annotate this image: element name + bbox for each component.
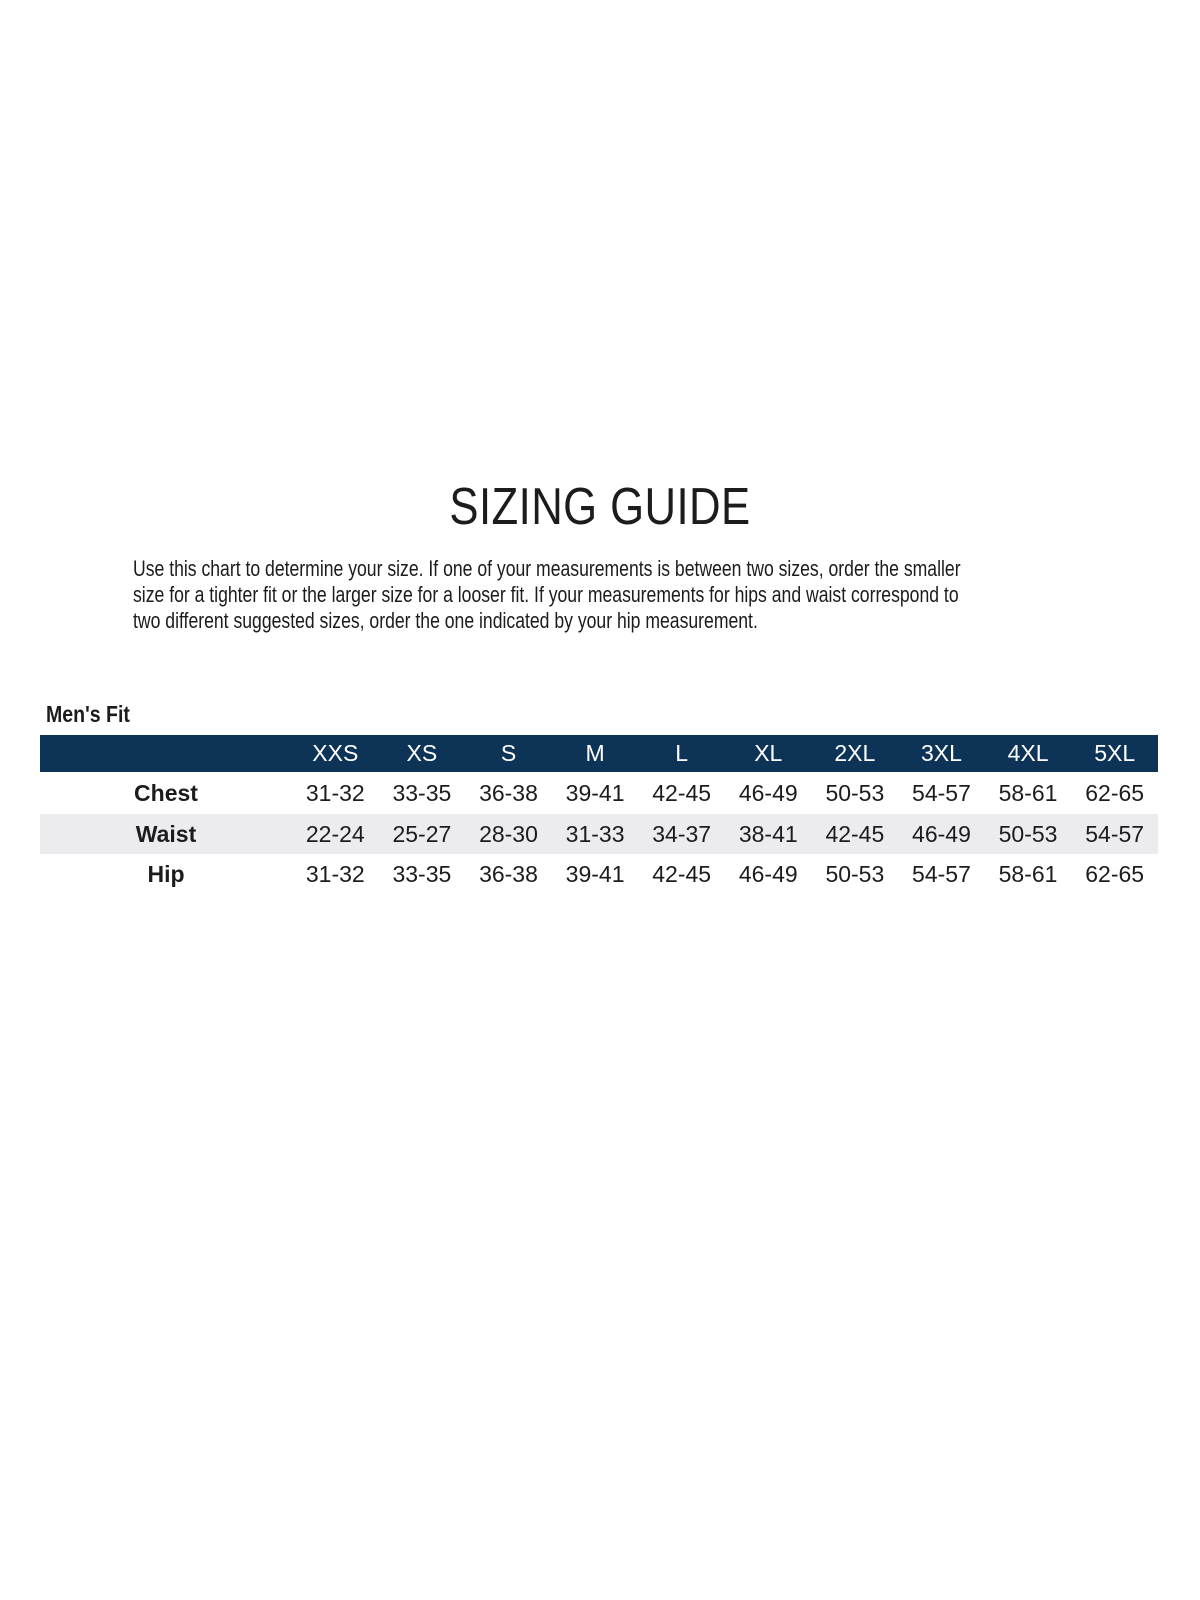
row-label-chest: Chest bbox=[134, 779, 198, 806]
size-cell: 42-45 bbox=[825, 820, 885, 847]
row-label-waist: Waist bbox=[135, 820, 197, 847]
size-cell: 46-49 bbox=[738, 860, 798, 887]
size-table-header-row bbox=[40, 735, 1158, 772]
size-cell: 28-30 bbox=[479, 820, 538, 847]
column-header-s: S bbox=[465, 735, 552, 772]
intro-paragraph bbox=[133, 556, 961, 634]
column-header-xxs: XXS bbox=[292, 735, 379, 772]
size-cell: 36-38 bbox=[479, 860, 538, 887]
table-row-hip bbox=[40, 854, 1158, 894]
size-cell: 50-53 bbox=[825, 779, 885, 806]
intro-line: Use this chart to determine your size. If one of your measurements is between two sizes, order the smaller bbox=[133, 556, 961, 581]
size-cell: 36-38 bbox=[479, 779, 538, 806]
column-header-2xl: 2XL bbox=[812, 735, 899, 772]
column-header-5xl: 5XL bbox=[1071, 735, 1158, 772]
size-cell: 50-53 bbox=[998, 820, 1058, 847]
size-cell: 46-49 bbox=[912, 820, 971, 847]
size-cell: 33-35 bbox=[392, 860, 452, 887]
column-header-xl: XL bbox=[725, 735, 812, 772]
table-row-chest bbox=[40, 772, 1158, 814]
column-header-m: M bbox=[552, 735, 639, 772]
size-cell: 38-41 bbox=[738, 820, 798, 847]
table-row-waist bbox=[40, 814, 1158, 854]
size-cell: 31-32 bbox=[305, 779, 365, 806]
column-header-4xl: 4XL bbox=[985, 735, 1072, 772]
size-cell: 58-61 bbox=[998, 779, 1058, 806]
size-cell: 62-65 bbox=[1085, 860, 1145, 887]
column-header-l: L bbox=[638, 735, 725, 772]
intro-line: size for a tighter fit or the larger size for a looser fit. If your measurements for hips and waist correspond to bbox=[133, 582, 959, 607]
row-label-hip: Hip bbox=[147, 860, 185, 887]
size-cell: 42-45 bbox=[652, 779, 712, 806]
size-cell: 46-49 bbox=[738, 779, 798, 806]
size-cell: 50-53 bbox=[825, 860, 885, 887]
size-cell: 33-35 bbox=[392, 779, 452, 806]
size-cell: 54-57 bbox=[1085, 820, 1145, 847]
size-cell: 62-65 bbox=[1085, 779, 1145, 806]
column-header-xs: XS bbox=[379, 735, 466, 772]
size-cell: 34-37 bbox=[652, 820, 712, 847]
size-cell: 25-27 bbox=[392, 820, 452, 847]
size-cell: 58-61 bbox=[998, 860, 1058, 887]
intro-line: two different suggested sizes, order the one indicated by your hip measurement. bbox=[133, 608, 758, 633]
size-table bbox=[40, 735, 1158, 894]
size-cell: 39-41 bbox=[565, 779, 625, 806]
size-cell: 22-24 bbox=[305, 820, 365, 847]
size-cell: 42-45 bbox=[652, 860, 712, 887]
size-cell: 54-57 bbox=[912, 779, 971, 806]
section-label-mens-fit: Men's Fit bbox=[46, 701, 130, 727]
page-title: SIZING GUIDE bbox=[449, 478, 751, 536]
size-cell: 39-41 bbox=[565, 860, 625, 887]
column-header-3xl: 3XL bbox=[898, 735, 985, 772]
size-cell: 54-57 bbox=[912, 860, 971, 887]
size-cell: 31-32 bbox=[305, 860, 365, 887]
size-table-corner-cell bbox=[40, 735, 292, 772]
size-cell: 31-33 bbox=[565, 820, 625, 847]
